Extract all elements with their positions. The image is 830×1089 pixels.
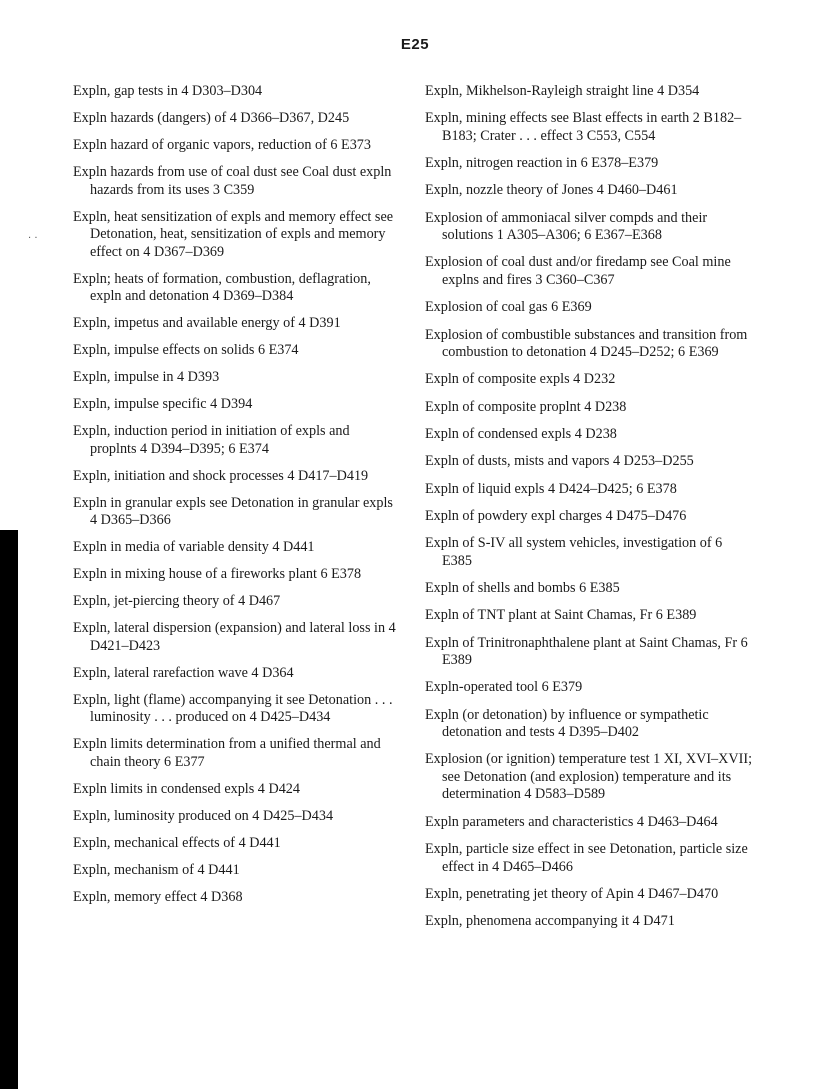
index-entry: Expln, Mikhelson-Rayleigh straight line 4 D354: [425, 83, 700, 99]
index-entry: Expln, jet-piercing theory of 4 D467: [73, 593, 281, 609]
index-entry: Expln, induction period in initiation of expls and proplnts 4 D394–D395; 6 E374: [73, 423, 350, 457]
index-entry: Explosion (or ignition) temperature test 1 XI, XVI–XVII; see Detonation (and explosion) temperature and its determination 4 D583–D589: [425, 751, 753, 803]
index-entry: Expln, light (flame) accompanying it see Detonation . . . luminosity . . . produced on 4 D425–D434: [73, 691, 393, 725]
index-entry: Expln, mechanism of 4 D441: [73, 861, 240, 878]
index-entry: Expln in media of variable density 4 D441: [73, 539, 315, 555]
index-entry: Expln, lateral rarefaction wave 4 D364: [73, 664, 294, 681]
index-entry: Expln, impulse in 4 D393: [73, 369, 220, 385]
index-entry: Expln of condensed expls 4 D238: [425, 425, 617, 442]
index-entry: Expln; heats of formation, combustion, deflagration, expln and detonation 4 D369–D384: [73, 270, 371, 304]
margin-dots: . .: [28, 230, 38, 241]
scan-edge-shadow: [0, 530, 18, 1089]
index-entry: Expln of S-IV all system vehicles, investigation of 6 E385: [425, 535, 723, 569]
right-column: [425, 83, 755, 940]
index-entry: Expln, mechanical effects of 4 D441: [73, 834, 281, 851]
page-header: E25: [400, 36, 430, 53]
index-entry: Expln, impetus and available energy of 4 D391: [73, 315, 341, 331]
index-entry: Expln hazards from use of coal dust see Coal dust expln hazards from its uses 3 C359: [73, 164, 392, 198]
index-entry: Expln limits determination from a unified thermal and chain theory 6 E377: [73, 736, 381, 770]
index-entry: Expln of shells and bombs 6 E385: [425, 579, 620, 596]
index-entry: Expln in granular expls see Detonation in granular expls 4 D365–D366: [73, 494, 393, 528]
index-entry: Expln, mining effects see Blast effects in earth 2 B182–B183; Crater . . . effect 3 C553, C554: [425, 110, 742, 144]
index-entry: Expln, memory effect 4 D368: [73, 888, 243, 905]
index-entry: Expln of liquid expls 4 D424–D425; 6 E378: [425, 480, 677, 497]
index-entry: Expln, penetrating jet theory of Apin 4 D467–D470: [425, 885, 719, 902]
index-entry: Expln, phenomena accompanying it 4 D471: [425, 913, 675, 930]
index-entry: Expln of dusts, mists and vapors 4 D253–D255: [425, 453, 694, 470]
index-entry: Expln limits in condensed expls 4 D424: [73, 780, 300, 797]
index-entry: Expln, gap tests in 4 D303–D304: [73, 83, 263, 99]
index-entry: Expln, impulse effects on solids 6 E374: [73, 342, 299, 358]
index-entry: Expln (or detonation) by influence or sympathetic detonation and tests 4 D395–D402: [425, 706, 709, 741]
index-entry: Explosion of ammoniacal silver compds and their solutions 1 A305–A306; 6 E367–E368: [425, 209, 708, 244]
index-entry: Expln hazards (dangers) of 4 D366–D367, D245: [73, 110, 350, 126]
index-entry: Expln, heat sensitization of expls and memory effect see Detonation, heat, sensitization of expls and memory effect on 4 D367–D369: [73, 208, 394, 260]
index-entry: Expln of composite proplnt 4 D238: [425, 398, 627, 415]
index-entry: Expln in mixing house of a fireworks plant 6 E378: [73, 566, 362, 582]
index-entry: Expln of composite expls 4 D232: [425, 371, 616, 388]
left-column: [73, 83, 398, 916]
index-entry: Explosion of coal dust and/or firedamp see Coal mine explns and fires 3 C360–C367: [425, 254, 731, 288]
index-entry: Expln, particle size effect in see Detonation, particle size effect in 4 D465–D466: [425, 841, 748, 875]
index-entry: Expln-operated tool 6 E379: [425, 679, 583, 696]
index-entry: Expln of powdery expl charges 4 D475–D476: [425, 507, 687, 524]
index-entry: Expln, nozzle theory of Jones 4 D460–D461: [425, 182, 678, 199]
index-entry: Expln, luminosity produced on 4 D425–D434: [73, 807, 334, 824]
index-entry: Expln, impulse specific 4 D394: [73, 396, 253, 412]
index-entry: Explosion of combustible substances and transition from combustion to detonation 4 D245–D252; 6 E369: [425, 326, 748, 361]
index-entry: Expln, lateral dispersion (expansion) and lateral loss in 4 D421–D423: [73, 620, 396, 654]
index-entry: Expln parameters and characteristics 4 D463–D464: [425, 813, 718, 830]
index-entry: Explosion of coal gas 6 E369: [425, 299, 592, 316]
index-entry: Expln hazard of organic vapors, reduction of 6 E373: [73, 137, 371, 153]
index-entry: Expln of TNT plant at Saint Chamas, Fr 6 E389: [425, 607, 697, 624]
index-entry: Expln, initiation and shock processes 4 D417–D419: [73, 467, 369, 484]
index-entry: Expln of Trinitronaphthalene plant at Saint Chamas, Fr 6 E389: [425, 634, 748, 669]
index-entry: Expln, nitrogen reaction in 6 E378–E379: [425, 155, 659, 172]
